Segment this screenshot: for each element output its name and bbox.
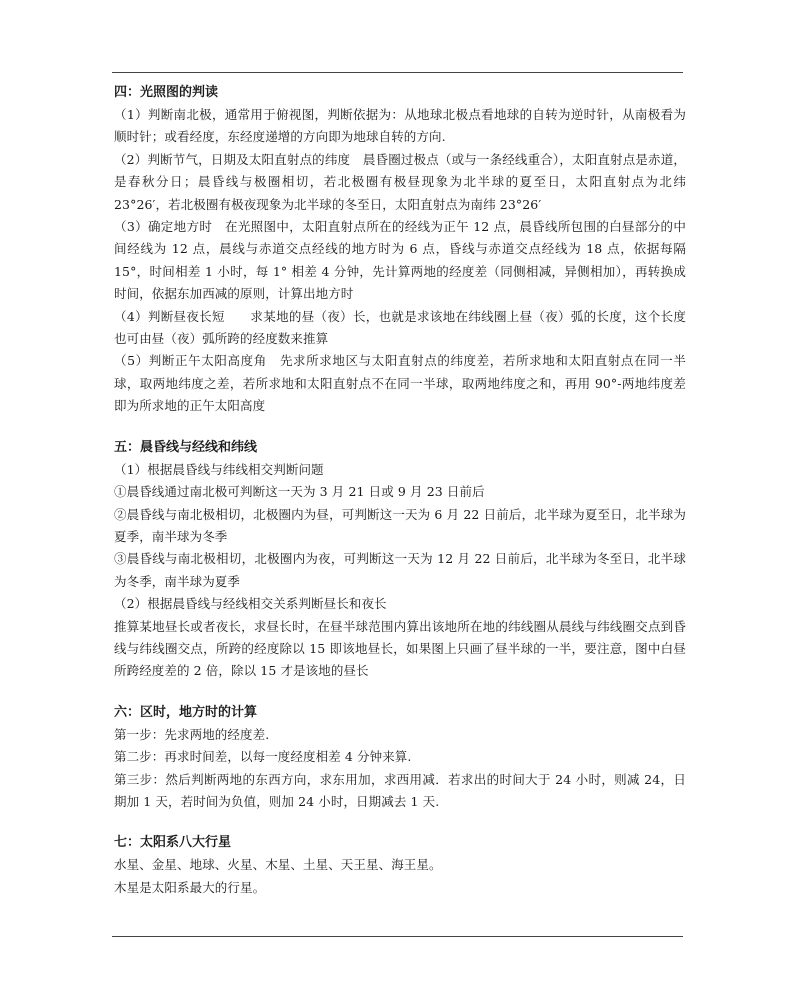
section-light-map <box>114 82 686 418</box>
section-time-calculation <box>114 702 686 814</box>
section-heading: 四：光照图的判读 <box>114 85 219 100</box>
paragraph: 推算某地昼长或者夜长，求昼长时，在昼半球范围内算出该地所在地的纬线圈从晨线与纬线圈交点到昏线与纬线圈交点，所跨的经度除以 15 即该地昼长，如果图上只画了昼半球的一半，要注意，图中白昼所跨经度差的 2 倍，除以 15 才是该地的昼长 <box>114 618 686 679</box>
section-heading: 五：晨昏线与经线和纬线 <box>114 439 258 455</box>
section-terminator <box>114 437 686 683</box>
header-rule <box>112 72 683 73</box>
paragraph: ③晨昏线与南北极相切，北极圈内为夜，可判断这一天为 12 月 22 日前后，北半球为冬至日，北半球为冬季，南半球为夏季 <box>114 551 686 589</box>
section-planets <box>114 832 686 899</box>
paragraph: 第一步：先求两地的经度差. <box>114 726 270 742</box>
paragraph: （3）确定地方时 在光照图中，太阳直射点所在的经线为正午 12 点，晨昏线所包围的白昼部分的中间经线为 12 点，晨线与赤道交点经线的地方时为 6 点，昏线与赤道交点经线为 18 点，依据每隔 15°，时间相差 1 小时，每 1° 相差 4 分钟，先计算两地的经度差（同侧相减，异侧相加），再转换成时间，依据东加西减的原则，计算出地方时 <box>114 219 686 302</box>
document-body <box>114 82 686 899</box>
paragraph: （2）判断节气，日期及太阳直射点的纬度 晨昏圈过极点（或与一条经线重合），太阳直射点是赤道，是春秋分日；晨昏线与极圈相切，若北极圈有极昼现象为北半球的夏至日，太阳直射点为北纬 23°26′，若北极圈有极夜现象为北半球的冬至日，太阳直射点为南纬 23°26′ <box>114 151 686 212</box>
paragraph: （1）根据晨昏线与纬线相交判断问题 <box>114 461 324 477</box>
paragraph: （1）判断南北极，通常用于俯视图，判断依据为：从地球北极点看地球的自转为逆时针，从南极看为顺时针；或看经度，东经度递增的方向即为地球自转的方向. <box>114 107 686 145</box>
paragraph: ①晨昏线通过南北极可判断这一天为 3 月 21 日或 9 月 23 日前后 <box>114 484 485 500</box>
section-heading: 六：区时，地方时的计算 <box>114 704 258 720</box>
footer-rule <box>112 936 683 937</box>
paragraph: （5）判断正午太阳高度角 先求所求地区与太阳直射点的纬度差，若所求地和太阳直射点在同一半球，取两地纬度之差，若所求地和太阳直射点不在同一半球，取两地纬度之和，再用 90°-两地纬度差即为所求地的正午太阳高度 <box>114 353 686 414</box>
paragraph: 第二步：再求时间差，以每一度经度相差 4 分钟来算. <box>114 749 412 765</box>
paragraph: ②晨昏线与南北极相切，北极圈内为昼，可判断这一天为 6 月 22 日前后，北半球为夏至日，北半球为夏季，南半球为冬季 <box>114 506 686 544</box>
paragraph: 第三步：然后判断两地的东西方向，求东用加，求西用减．若求出的时间大于 24 小时，则减 24，日期加 1 天，若时间为负值，则加 24 小时，日期减去 1 天. <box>114 771 686 809</box>
paragraph: （2）根据晨昏线与经线相交关系判断昼长和夜长 <box>114 596 387 612</box>
paragraph: 木星是太阳系最大的行星。 <box>114 879 266 895</box>
section-heading: 七：太阳系八大行星 <box>114 835 232 851</box>
paragraph: 水星、金星、地球、火星、木星、土星、天王星、海王星。 <box>114 857 442 873</box>
paragraph: （4）判断昼夜长短 求某地的昼（夜）长，也就是求该地在纬线圈上昼（夜）弧的长度，这个长度也可由昼（夜）弧所跨的经度数来推算 <box>114 308 686 347</box>
